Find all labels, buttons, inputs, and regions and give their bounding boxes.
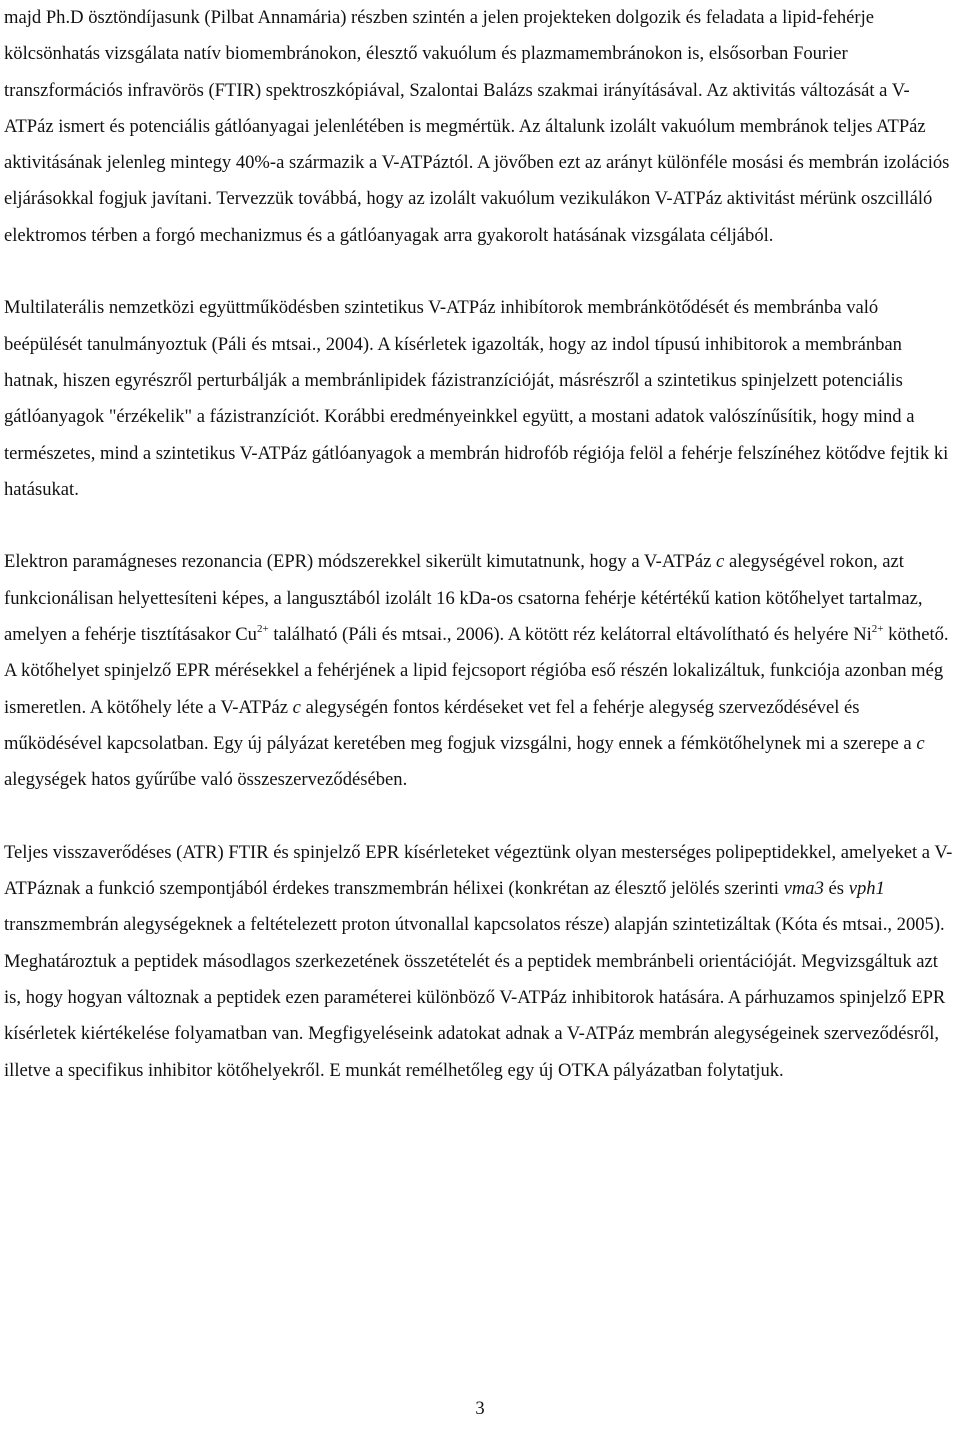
italic-subunit-c: c (916, 732, 925, 754)
paragraph-gap (4, 254, 956, 290)
italic-gene-vma3: vma3 (783, 878, 824, 900)
text-run: alegységével rokon, azt funkcionálisan helyettesíteni képes, a langusztából izolált 16 kDa-os csatorna fehérje kétértékű kation kötőhelyet tartalmaz, amelyen a fehérje tisztításakor Cu (4, 551, 923, 646)
text-run: alegységén fontos kérdéseket vet fel a fehérje alegység szerveződésével és működésével kapcsolatban. Egy új pályázat keretében meg fogjuk vizsgálni, hogy ennek a fémkötőhelynek mi a szerepe a (4, 696, 917, 754)
text-run: köthető. A kötőhelyet spinjelző EPR mérésekkel a fehérjének a lipid fejcsoport régióba eső részén lokalizáltuk, funkciója azonban még ismeretlen. A kötőhely léte a V-ATPáz (4, 624, 949, 718)
text-run: transzmembrán alegységeknek a feltételezett proton útvonallal kapcsolatos része) alapján szintetizáltak (Kóta és mtsai., 2005). Meghatároztuk a peptidek másodlagos szerkezetének összetételét és a peptidek membránbeli orientációját. Megvizsgáltuk azt is, hogy hogyan változnak a peptidek ezen paraméterei különböző V-ATPáz inhibitorok hatására. A párhuzamos spinjelző EPR kísérletek kiértékelése folyamatban van. Megfigyeléseink adatokat adnak a V-ATPáz membrán alegységeinek szerveződésről, illetve a specifikus inhibitor kötőhelyekről. E munkát remélhetőleg egy új OTKA pályázatban folytatjuk. (4, 914, 946, 1081)
paragraph-multilateral (4, 290, 956, 508)
paragraph-epr (4, 544, 956, 798)
document-page (4, 0, 956, 1089)
text-run: alegységek hatos gyűrűbe való összeszerveződésében. (4, 769, 408, 791)
text-run: és (823, 878, 849, 900)
paragraph-atr-ftir (4, 835, 956, 1089)
paragraph-text: Multilaterális nemzetközi együttműködésben szintetikus V-ATPáz inhibítorok membránkötődését és membránba való beépülését tanulmányoztuk (Páli és mtsai., 2004). A kísérletek igazolták, hogy az indol típusú inhibitorok a membránban hatnak, hiszen egyrészről perturbálják a membránlipidek fázistranzícióját, másrészről a szintetikus spinjelzett potenciális gátlóanyagok "érzékelik" a fázistranzíciót. Korábbi eredményeinkkel együtt, a mostani adatok valószínűsítik, hogy mind a természetes, mind a szintetikus V-ATPáz gátlóanyagok a membrán hidrofób régiója felöl a fehérje felszínéhez kötődve fejtik ki hatásukat. (4, 297, 949, 500)
text-run: található (Páli és mtsai., 2006). A kötött réz kelátorral eltávolítható és helyére Ni (268, 624, 872, 646)
superscript-charge: 2+ (256, 622, 269, 635)
italic-subunit-c: c (716, 551, 725, 573)
paragraph-phd-student (4, 0, 956, 254)
paragraph-gap (4, 799, 956, 835)
text-run: Teljes visszaverődéses (ATR) FTIR és spinjelző EPR kísérleteket végeztünk olyan mesterséges polipeptidekkel, amelyeket a V-ATPáznak a funkció szempontjából érdekes transzmembrán hélixei (konkrétan az élesztő jelölés szerinti (4, 841, 953, 900)
paragraph-text: majd Ph.D ösztöndíjasunk (Pilbat Annamária) részben szintén a jelen projekteken dolgozik és feladata a lipid-fehérje kölcsönhatás vizsgálata natív biomembránokon, élesztő vakuólum és plazmamembránokon is, elsősorban Fourier transzformációs infravörös (FTIR) spektroszkópiával, Szalontai Balázs szakmai irányításával. Az aktivitás változását a V-ATPáz ismert és potenciális gátlóanyagai jelenlétében is megmértük. Az általunk izolált vakuólum membránok teljes ATPáz aktivitásának jelenleg mintegy 40%-a származik a V-ATPáztól. A jövőben ezt az arányt különféle mosási és membrán izolációs eljárásokkal fogjuk javítani. Tervezzük továbbá, hogy az izolált vakuólum vezikulákon V-ATPáz aktivitást mérünk oszcilláló elektromos térben a forgó mechanizmus és a gátlóanyagak arra gyakorolt hatásának vizsgálata céljából. (4, 7, 950, 246)
page-number: 3 (475, 1398, 485, 1419)
italic-gene-vph1: vph1 (848, 878, 885, 900)
italic-subunit-c: c (292, 696, 301, 718)
paragraph-gap (4, 508, 956, 544)
superscript-charge: 2+ (871, 622, 884, 635)
text-run: Elektron paramágneses rezonancia (EPR) módszerekkel sikerült kimutatnunk, hogy a V-ATPáz (4, 551, 717, 573)
